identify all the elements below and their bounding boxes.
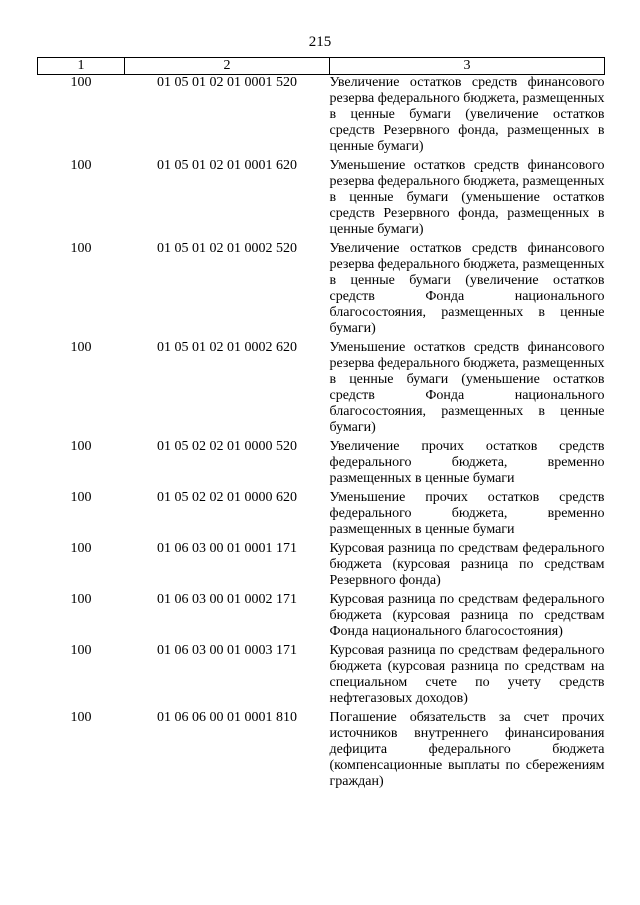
column-header-3: 3 (330, 58, 605, 75)
administrator-code: 100 (70, 340, 92, 355)
classification-code: 01 05 01 02 01 0002 520 (157, 241, 297, 256)
administrator-code: 100 (70, 710, 92, 725)
budget-classification-table (37, 57, 605, 793)
source-description: Курсовая разница по средствам федерального бюджета (курсовая разница по средствам Резервного фонда) (329, 541, 605, 588)
administrator-code: 100 (70, 241, 92, 256)
table-row (38, 439, 605, 490)
table-row (38, 340, 605, 439)
source-description: Увеличение остатков средств финансового резерва федерального бюджета, размещенных в ценные бумаги (увеличение остатков средств Фонда национального благосостояния, размещенных в ценные бумаги) (329, 241, 605, 336)
classification-code: 01 05 01 02 01 0001 520 (157, 75, 297, 90)
administrator-code: 100 (70, 592, 92, 607)
source-description: Погашение обязательств за счет прочих источников внутреннего финансирования дефицита федерального бюджета (компенсационные выплаты по сбережениям граждан) (329, 710, 605, 789)
table-row (38, 158, 605, 241)
table-row (38, 592, 605, 643)
administrator-code: 100 (70, 490, 92, 505)
source-description: Увеличение прочих остатков средств федерального бюджета, временно размещенных в ценные бумаги (329, 439, 605, 486)
classification-code: 01 05 01 02 01 0001 620 (157, 158, 297, 173)
column-header-1: 1 (38, 58, 125, 75)
table-header-row (38, 58, 605, 75)
table-row (38, 710, 605, 793)
table-row (38, 241, 605, 340)
source-description: Уменьшение остатков средств финансового резерва федерального бюджета, размещенных в ценные бумаги (уменьшение остатков средств Фонда национального благосостояния, размещенных в ценные бумаги) (329, 340, 605, 435)
classification-code: 01 05 01 02 01 0002 620 (157, 340, 297, 355)
classification-code: 01 06 03 00 01 0003 171 (157, 643, 297, 658)
page-number: 215 (308, 34, 332, 50)
classification-code: 01 06 06 00 01 0001 810 (157, 710, 297, 725)
administrator-code: 100 (70, 643, 92, 658)
source-description: Уменьшение остатков средств финансового резерва федерального бюджета, размещенных в ценные бумаги (уменьшение остатков средств Резервного фонда, размещенных в ценные бумаги) (329, 158, 605, 237)
administrator-code: 100 (70, 158, 92, 173)
table-row (38, 643, 605, 710)
source-description: Увеличение остатков средств финансового резерва федерального бюджета, размещенных в ценные бумаги (увеличение остатков средств Резервного фонда, размещенных в ценные бумаги) (329, 75, 605, 154)
classification-code: 01 06 03 00 01 0002 171 (157, 592, 297, 607)
source-description: Уменьшение прочих остатков средств федерального бюджета, временно размещенных в ценные бумаги (329, 490, 605, 537)
classification-code: 01 06 03 00 01 0001 171 (157, 541, 297, 556)
source-description: Курсовая разница по средствам федерального бюджета (курсовая разница по средствам Фонда национального благосостояния) (329, 592, 605, 639)
table-row (38, 75, 605, 159)
administrator-code: 100 (70, 75, 92, 90)
administrator-code: 100 (70, 541, 92, 556)
column-header-2: 2 (125, 58, 330, 75)
source-description: Курсовая разница по средствам федерального бюджета (курсовая разница по средствам на специальном счете по учету средств нефтегазовых доходов) (329, 643, 605, 706)
classification-code: 01 05 02 02 01 0000 620 (157, 490, 297, 505)
administrator-code: 100 (70, 439, 92, 454)
classification-code: 01 05 02 02 01 0000 520 (157, 439, 297, 454)
table-row (38, 490, 605, 541)
table-row (38, 541, 605, 592)
